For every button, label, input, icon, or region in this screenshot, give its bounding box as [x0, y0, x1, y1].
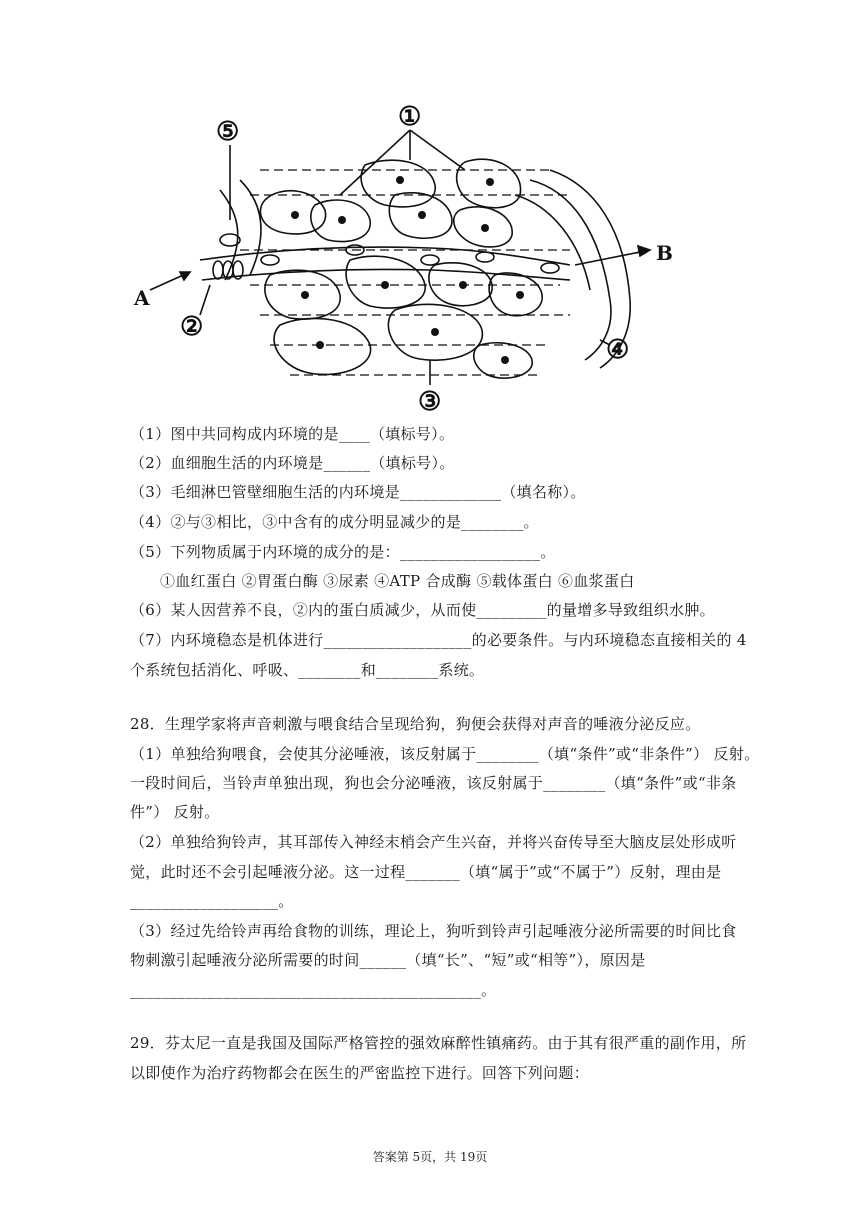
- q27-options: ①血红蛋白 ②胃蛋白酶 ③尿素 ④ATP 合成酶 ⑤载体蛋白 ⑥血浆蛋白: [160, 572, 635, 590]
- q27-line-3: （3）毛细淋巴管壁细胞生活的内环境是_____________（填名称）。: [130, 483, 586, 501]
- q27-line-4: （4）②与③相比，③中含有的成分明显减少的是________。: [130, 513, 539, 531]
- label-b: B: [656, 241, 673, 265]
- q27-line-6: （6）某人因营养不良，②内的蛋白质减少，从而使_________的量增多导致组织水肿。: [130, 601, 715, 619]
- q27-line-8: 个系统包括消化、呼吸、________和________系统。: [130, 661, 485, 679]
- label-4: ④: [606, 335, 630, 365]
- q28-stem: 28．生理学家将声音刺激与喂食结合呈现给狗，狗便会获得对声音的唾液分泌反应。: [130, 715, 701, 733]
- label-a: A: [134, 286, 150, 310]
- q27-line-2: （2）血细胞生活的内环境是______（填标号）。: [130, 454, 455, 472]
- label-5: ⑤: [216, 117, 240, 147]
- q27-line-7: （7）内环境稳态是机体进行___________________的必要条件。与内环境稳态直接相关的 4: [130, 631, 747, 649]
- label-1: ①: [398, 102, 422, 132]
- label-3: ③: [418, 387, 442, 415]
- q28-line-6: ___________________。: [130, 892, 294, 910]
- q28-line-5: 觉，此时还不会引起唾液分泌。这一过程_______（填“属于”或“不属于”）反射，理由是: [130, 863, 722, 881]
- inner-environment-diagram: [130, 100, 690, 415]
- q29-line-1: 29．芬太尼一直是我国及国际严格管控的强效麻醉性镇痛药。由于其有很严重的副作用，所: [130, 1034, 747, 1052]
- page-footer: 答案第 5页，共 19页: [372, 1150, 488, 1164]
- q27-line-1: （1）图中共同构成内环境的是____（填标号）。: [130, 425, 455, 443]
- q28-line-3: 件”） 反射。: [130, 803, 220, 821]
- q28-line-2: 一段时间后，当铃声单独出现，狗也会分泌唾液，该反射属于________（填“条件”或“非条: [130, 774, 737, 792]
- q28-line-9: _____________________________________________。: [130, 981, 497, 999]
- q28-line-8: 物刺激引起唾液分泌所需要的时间______（填“长”、“短”或“相等”），原因是: [130, 951, 646, 969]
- q29-line-2: 以即使作为治疗药物都会在医生的严密监控下进行。回答下列问题：: [130, 1064, 590, 1082]
- q28-line-7: （3）经过先给铃声再给食物的训练，理论上，狗听到铃声引起唾液分泌所需要的时间比食: [130, 922, 737, 940]
- q28-line-4: （2）单独给狗铃声，其耳部传入神经末梢会产生兴奋，并将兴奋传导至大脑皮层处形成听: [130, 833, 737, 851]
- q27-line-5: （5）下列物质属于内环境的成分的是：__________________。: [130, 543, 556, 561]
- q28-line-1: （1）单独给狗喂食，会使其分泌唾液，该反射属于________（填“条件”或“非条件”） 反射。: [130, 745, 760, 763]
- label-2: ②: [180, 312, 204, 342]
